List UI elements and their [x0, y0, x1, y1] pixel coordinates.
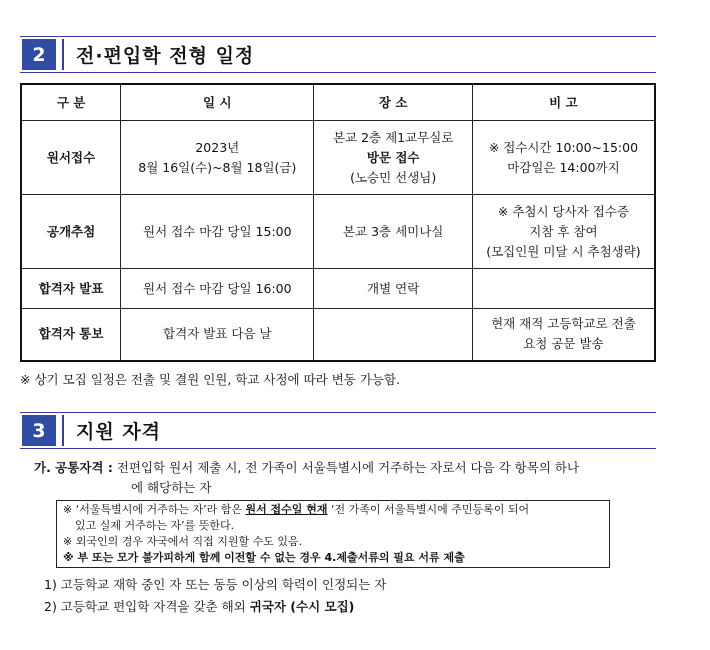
table-row [21, 269, 655, 309]
notice-line: ※ 외국인의 경우 자국에서 직접 지원할 수도 있음. [63, 535, 303, 548]
row-remarks [472, 309, 655, 361]
row-place: 본교 3층 세미나실 [314, 195, 472, 269]
schedule-footnote: ※ 상기 모집 일정은 전출 및 결원 인원, 학교 사정에 따라 변동 가능함. [20, 372, 401, 387]
row-datetime [121, 121, 314, 195]
column-header-remarks: 비 고 [472, 84, 655, 121]
section-number-badge: 2 [22, 39, 56, 70]
header-rule-top [20, 412, 656, 413]
row-label: 합격자 통보 [21, 309, 121, 361]
remark-line: 마감일은 14:00까지 [507, 159, 620, 175]
list-item-text: 2) 고등학교 편입학 자격을 갖춘 해외 [44, 599, 250, 614]
table-row [21, 195, 655, 269]
section-title: 전·편입학 전형 일정 [76, 45, 255, 67]
row-datetime: 원서 접수 마감 당일 15:00 [121, 195, 314, 269]
header-rule-bottom [20, 448, 656, 449]
remark-line: 현재 재적 고등학교로 전출 [491, 316, 636, 332]
qualification-text: 전편입학 원서 제출 시, 전 가족이 서울특별시에 거주하는 자로서 다음 각 항목의 하나 [116, 460, 580, 475]
date-range: 8월 16일(수)~8월 18일(금) [138, 159, 297, 175]
section-number-badge: 3 [22, 415, 56, 446]
row-label: 원서접수 [21, 121, 121, 195]
remark-line: 요청 공문 발송 [523, 336, 604, 352]
column-header-category: 구 분 [21, 84, 121, 121]
row-place [314, 309, 472, 361]
header-divider [62, 415, 64, 446]
header-divider [62, 39, 64, 70]
header-rule-top [20, 36, 656, 37]
header-rule-bottom [20, 72, 656, 73]
schedule-table [20, 83, 656, 362]
row-remarks [472, 195, 655, 269]
list-item-emphasis: 귀국자 (수시 모집) [249, 599, 355, 614]
table-row [21, 309, 655, 361]
remark-line: (모집인원 미달 시 추첨생략) [486, 243, 641, 259]
notice-line: 있고 실제 거주하는 자’를 뜻한다. [75, 519, 235, 532]
notice-text: ※ ‘서울특별시에 거주하는 자’라 함은 [63, 503, 246, 516]
place-contact: (노승민 선생님) [350, 169, 437, 185]
row-label: 공개추첨 [21, 195, 121, 269]
qualification-text-cont: 에 해당하는 자 [131, 480, 212, 495]
notice-emphasis: 원서 접수일 현재 [245, 503, 328, 516]
notice-line [63, 502, 603, 518]
notice-box [56, 500, 610, 568]
row-remarks [472, 269, 655, 309]
list-item [44, 597, 354, 615]
remark-line: ※ 접수시간 10:00~15:00 [488, 139, 639, 155]
column-header-datetime: 일 시 [121, 84, 314, 121]
date-year: 2023년 [195, 139, 240, 155]
table-row [21, 121, 655, 195]
remark-line: 지참 후 참여 [529, 223, 598, 239]
place-emphasis: 방문 접수 [366, 149, 420, 165]
remark-line: ※ 추첨시 당사자 접수증 [497, 203, 629, 219]
qualification-label: 가. 공통자격 : [34, 460, 113, 475]
section-3-header [20, 412, 656, 449]
row-datetime: 합격자 발표 다음 날 [121, 309, 314, 361]
row-place [314, 121, 472, 195]
list-item [44, 575, 386, 593]
section-title: 지원 자격 [76, 421, 162, 443]
column-header-place: 장 소 [314, 84, 472, 121]
common-qualification [34, 458, 579, 498]
table-header-row [21, 84, 655, 121]
notice-text: ‘전 가족이 서울특별시에 주민등록이 되어 [327, 503, 530, 516]
row-datetime: 원서 접수 마감 당일 16:00 [121, 269, 314, 309]
row-remarks [472, 121, 655, 195]
list-item-text: 1) 고등학교 재학 중인 자 또는 동등 이상의 학력이 인정되는 자 [44, 577, 387, 592]
row-place: 개별 연락 [314, 269, 472, 309]
row-label: 합격자 발표 [21, 269, 121, 309]
section-2-header [20, 36, 656, 73]
place-line: 본교 2층 제1교무실로 [332, 129, 454, 145]
notice-line-bold: ※ 부 또는 모가 불가피하게 함께 이전할 수 없는 경우 4.제출서류의 필요 서류 제출 [63, 551, 465, 564]
